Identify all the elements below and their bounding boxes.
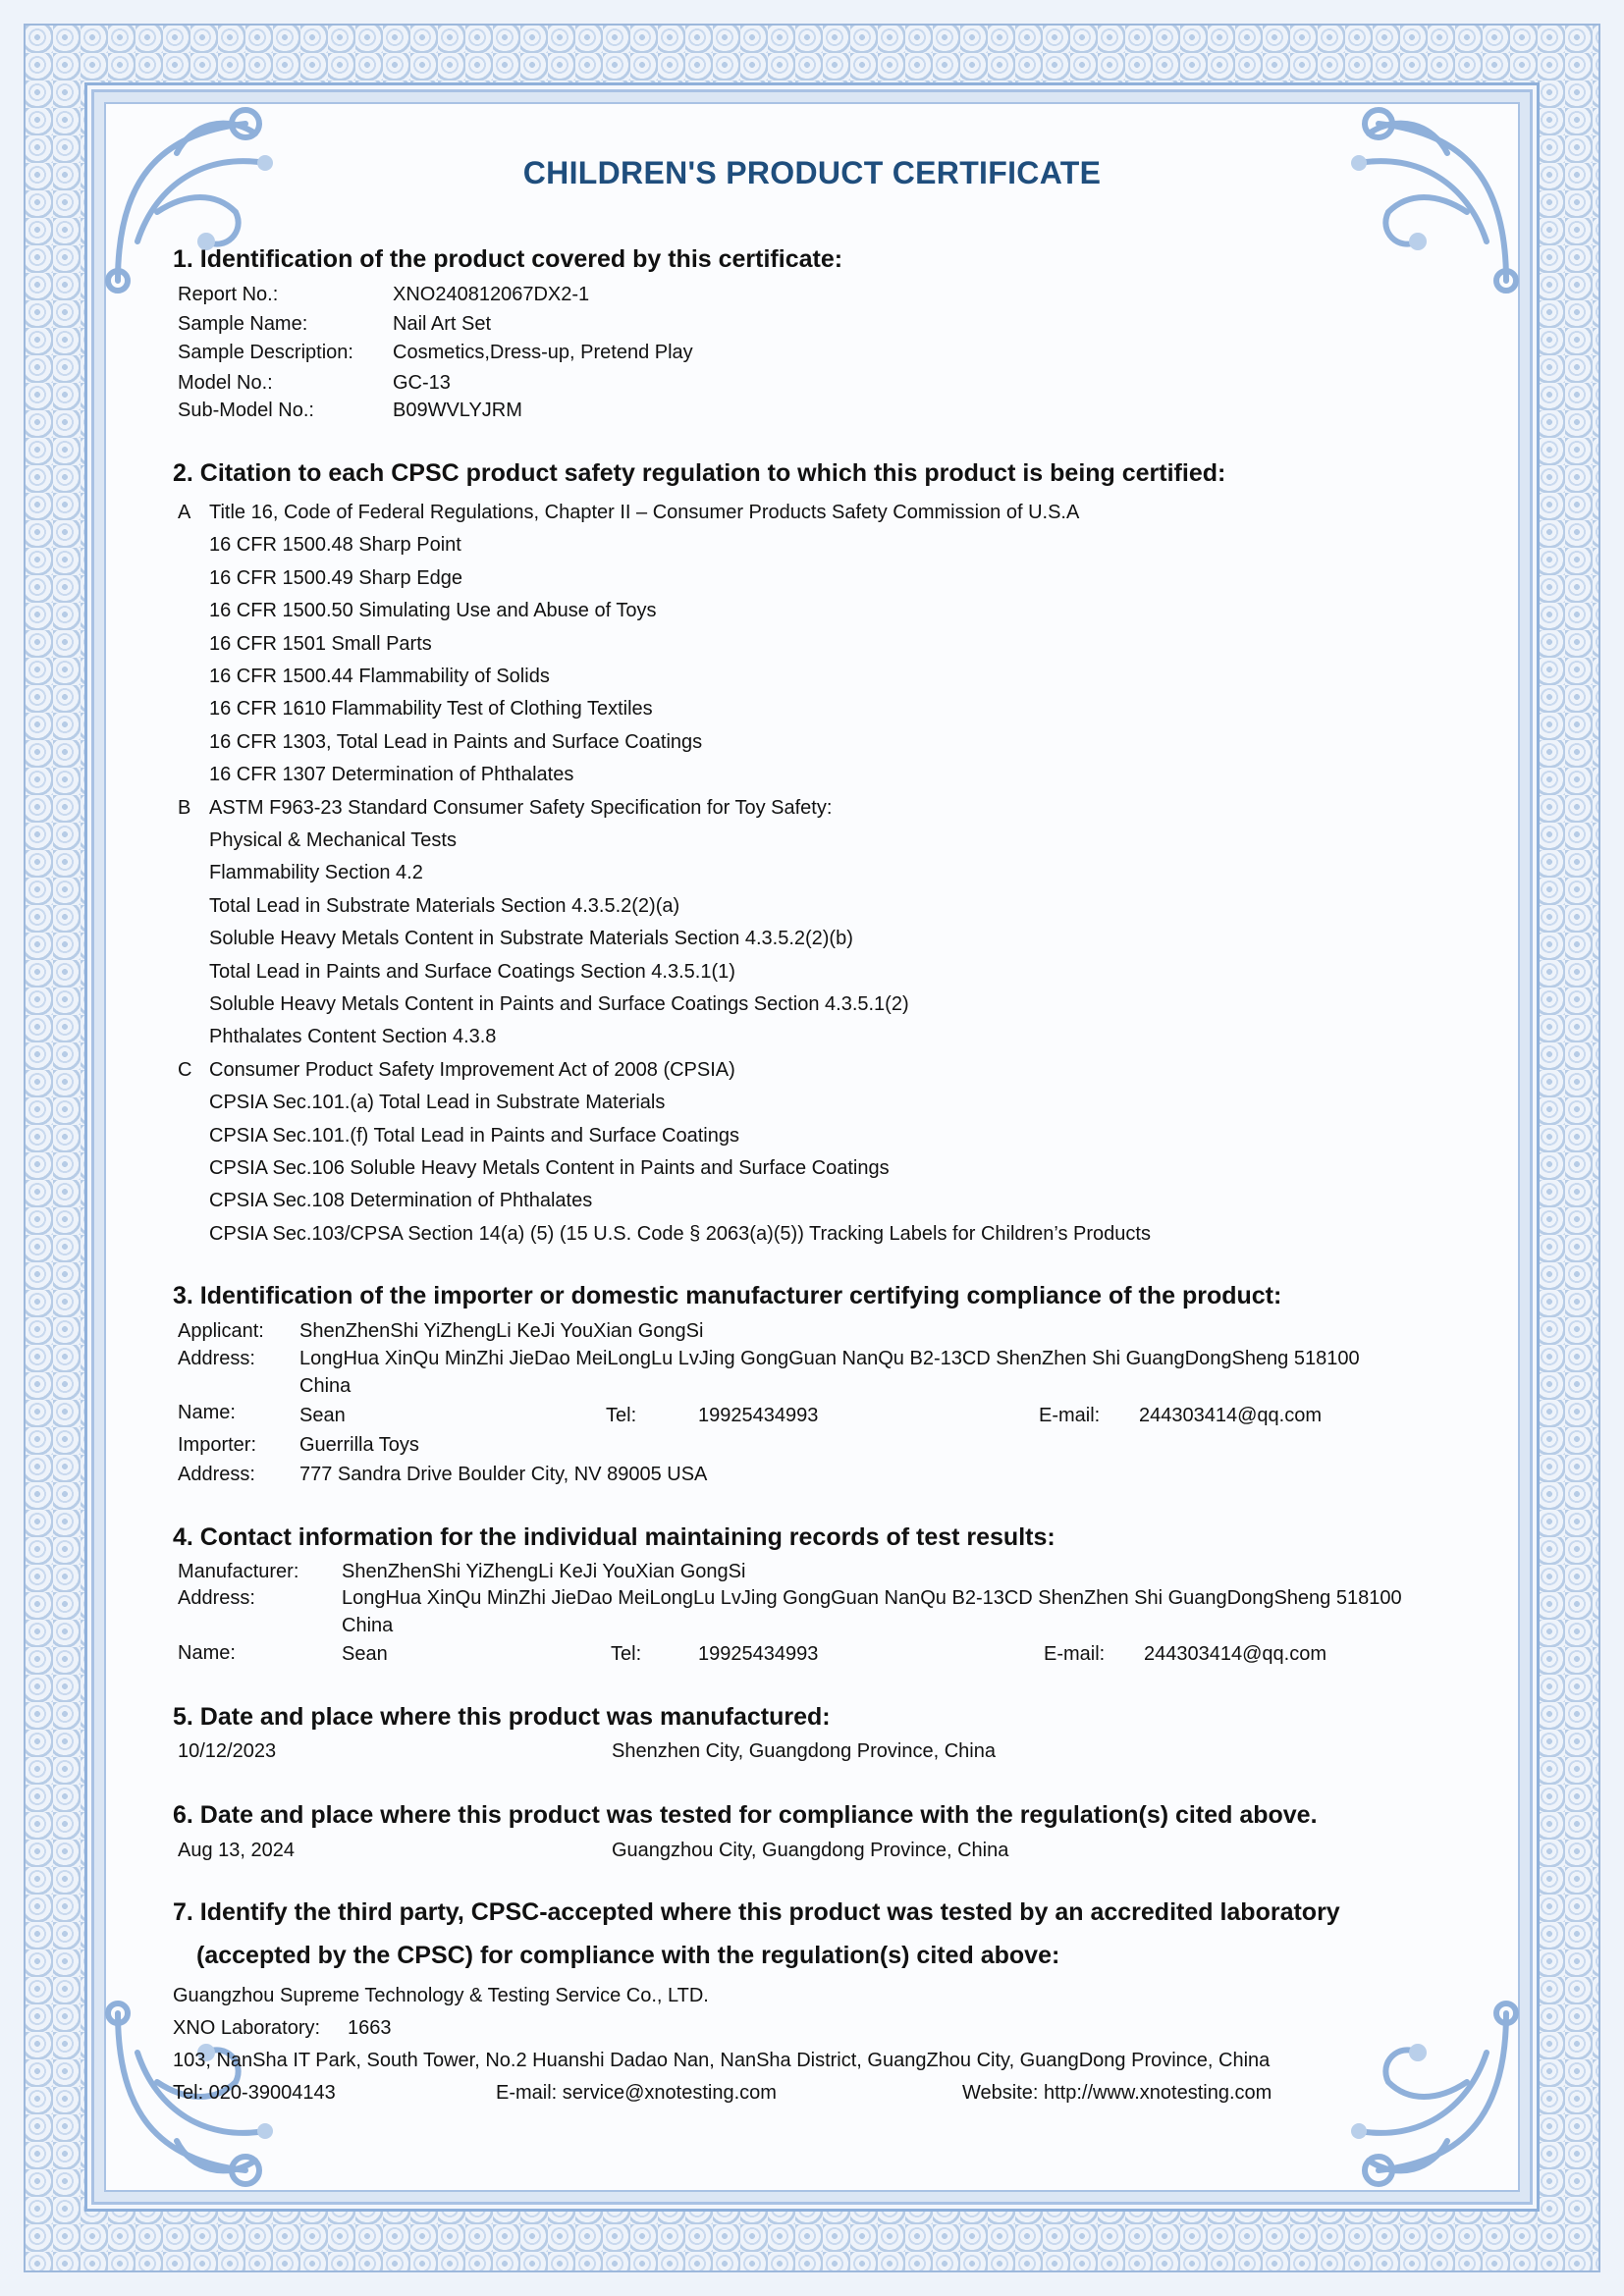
sample-description-label: Sample Description: [178,342,353,363]
regulation-item: Consumer Product Safety Improvement Act of 2008 (CPSIA) [209,1059,735,1081]
applicant-value: ShenZhenShi YiZhengLi KeJi YouXian GongSi [299,1320,704,1342]
lab-company: Guangzhou Supreme Technology & Testing Service Co., LTD. [173,1985,709,2006]
model-no-value: GC-13 [393,372,451,394]
regulation-item: 16 CFR 1500.49 Sharp Edge [209,567,462,589]
applicant-tel-label: Tel: [606,1405,637,1426]
records-email-value: 244303414@qq.com [1144,1643,1326,1665]
section-7-heading-line2: (accepted by the CPSC) for compliance with the regulation(s) cited above: [196,1942,1060,1969]
regulation-item: Total Lead in Substrate Materials Section 4.3.5.2(2)(a) [209,895,680,917]
regulation-item: ASTM F963-23 Standard Consumer Safety Specification for Toy Safety: [209,797,833,819]
lab-website: Website: http://www.xnotesting.com [962,2082,1272,2104]
applicant-tel-value: 19925434993 [698,1405,819,1426]
manufacturer-label: Manufacturer: [178,1561,299,1582]
regulation-item: 16 CFR 1610 Flammability Test of Clothing Textiles [209,698,653,720]
regulation-item: 16 CFR 1303, Total Lead in Paints and Surface Coatings [209,731,703,753]
records-name-value: Sean [342,1643,388,1665]
regulation-item: Phthalates Content Section 4.3.8 [209,1026,497,1047]
records-tel-value: 19925434993 [698,1643,819,1665]
applicant-address-line1: LongHua XinQu MinZhi JieDao MeiLongLu LvJing GongGuan NanQu B2-13CD ShenZhen Shi GuangDongSheng 518100 [299,1348,1360,1369]
regulation-item: 16 CFR 1500.44 Flammability of Solids [209,666,550,687]
regulation-group-letter: C [178,1059,192,1081]
importer-value: Guerrilla Toys [299,1434,419,1456]
regulation-item: CPSIA Sec.106 Soluble Heavy Metals Content in Paints and Surface Coatings [209,1157,890,1179]
records-email-label: E-mail: [1044,1643,1106,1665]
sub-model-no-label: Sub-Model No.: [178,400,314,421]
applicant-address-label: Address: [178,1348,255,1369]
regulation-item: Soluble Heavy Metals Content in Substrate Materials Section 4.3.5.2(2)(b) [209,928,853,949]
tested-date: Aug 13, 2024 [178,1840,295,1861]
sample-description-value: Cosmetics,Dress-up, Pretend Play [393,342,693,363]
lab-label: XNO Laboratory: [173,2017,321,2039]
regulation-group-letter: B [178,797,191,819]
manufactured-place: Shenzhen City, Guangdong Province, China [612,1740,996,1762]
regulation-item: 16 CFR 1500.50 Simulating Use and Abuse of Toys [209,600,657,621]
regulation-item: CPSIA Sec.101.(f) Total Lead in Paints and Surface Coatings [209,1125,739,1147]
manufactured-date: 10/12/2023 [178,1740,277,1762]
certificate-title: CHILDREN'S PRODUCT CERTIFICATE [522,155,1102,190]
regulation-group-letter: A [178,502,191,523]
applicant-name-value: Sean [299,1405,346,1426]
lab-tel: Tel: 020-39004143 [173,2082,336,2104]
section-1-heading: 1. Identification of the product covered by this certificate: [173,245,843,273]
lab-email: E-mail: service@xnotesting.com [496,2082,777,2104]
section-7-heading-line1: 7. Identify the third party, CPSC-accepted where this product was tested by an accredited laboratory [173,1898,1340,1926]
regulation-item: 16 CFR 1307 Determination of Phthalates [209,764,574,785]
regulation-item: 16 CFR 1501 Small Parts [209,633,432,655]
report-no-value: XNO240812067DX2-1 [393,284,590,305]
section-4-heading: 4. Contact information for the individual maintaining records of test results: [173,1523,1056,1551]
sub-model-no-value: B09WVLYJRM [393,400,522,421]
section-3-heading: 3. Identification of the importer or domestic manufacturer certifying compliance of the product: [173,1282,1282,1309]
manufacturer-address-line2: China [342,1615,394,1636]
lab-address: 103, NanSha IT Park, South Tower, No.2 Huanshi Dadao Nan, NanSha District, GuangZhou City, GuangDong Province, China [173,2050,1271,2071]
regulation-item: 16 CFR 1500.48 Sharp Point [209,534,461,556]
applicant-email-value: 244303414@qq.com [1139,1405,1322,1426]
regulation-item: CPSIA Sec.101.(a) Total Lead in Substrate Materials [209,1092,666,1113]
sample-name-value: Nail Art Set [393,313,492,335]
applicant-email-label: E-mail: [1039,1405,1101,1426]
records-name-label: Name: [178,1642,236,1664]
applicant-name-label: Name: [178,1402,236,1423]
importer-address-value: 777 Sandra Drive Boulder City, NV 89005 USA [299,1464,708,1485]
applicant-label: Applicant: [178,1320,264,1342]
regulation-item: Physical & Mechanical Tests [209,829,457,851]
regulation-item: Title 16, Code of Federal Regulations, Chapter II – Consumer Products Safety Commission of U.S.A [209,502,1080,523]
section-6-heading: 6. Date and place where this product was tested for compliance with the regulation(s) cited above. [173,1801,1318,1829]
regulation-item: Total Lead in Paints and Surface Coatings Section 4.3.5.1(1) [209,961,735,983]
model-no-label: Model No.: [178,372,273,394]
manufacturer-address-label: Address: [178,1587,255,1609]
regulation-item: CPSIA Sec.103/CPSA Section 14(a) (5) (15 U.S. Code § 2063(a)(5)) Tracking Labels for Children’s Products [209,1223,1151,1245]
regulation-item: CPSIA Sec.108 Determination of Phthalates [209,1190,593,1211]
importer-address-label: Address: [178,1464,255,1485]
report-no-label: Report No.: [178,284,279,305]
manufacturer-address-line1: LongHua XinQu MinZhi JieDao MeiLongLu LvJing GongGuan NanQu B2-13CD ShenZhen Shi GuangDongSheng 518100 [342,1587,1402,1609]
regulation-item: Flammability Section 4.2 [209,862,423,883]
regulation-item: Soluble Heavy Metals Content in Paints and Surface Coatings Section 4.3.5.1(2) [209,993,909,1015]
section-5-heading: 5. Date and place where this product was manufactured: [173,1703,831,1731]
applicant-address-line2: China [299,1375,352,1397]
manufacturer-value: ShenZhenShi YiZhengLi KeJi YouXian GongSi [342,1561,746,1582]
sample-name-label: Sample Name: [178,313,308,335]
section-2-heading: 2. Citation to each CPSC product safety regulation to which this product is being certified: [173,459,1226,487]
tested-place: Guangzhou City, Guangdong Province, China [612,1840,1009,1861]
importer-label: Importer: [178,1434,257,1456]
records-tel-label: Tel: [611,1643,642,1665]
lab-number: 1663 [348,2017,392,2039]
